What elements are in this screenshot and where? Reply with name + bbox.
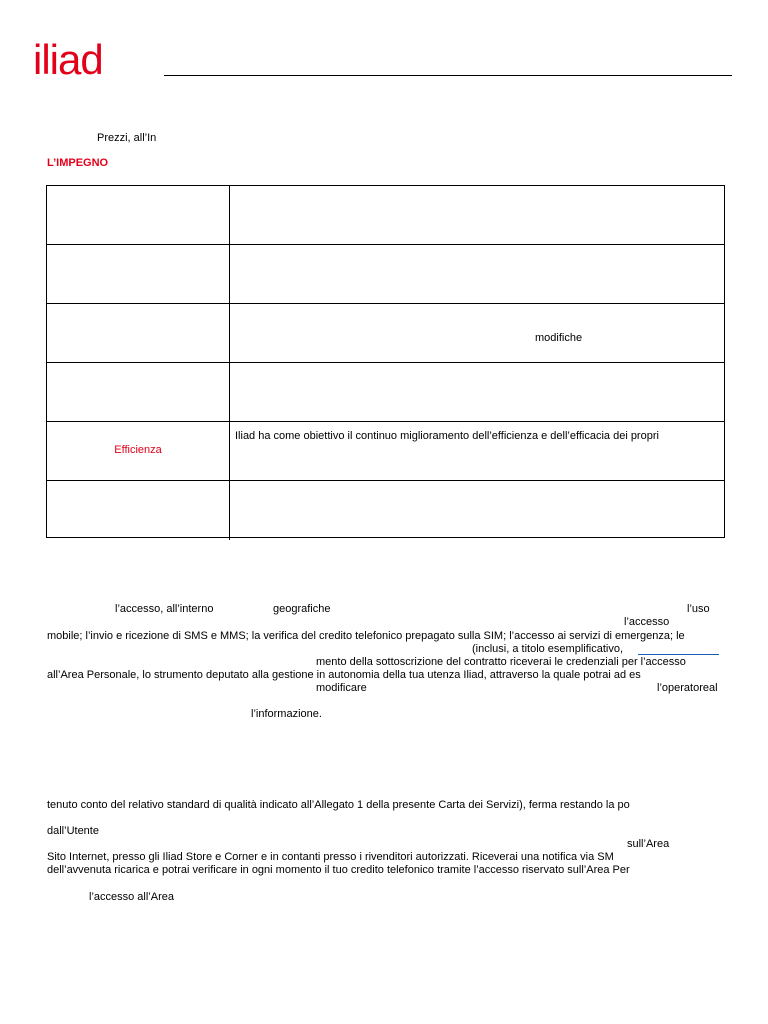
blank-link-underline[interactable] [638,654,719,655]
table-row [47,245,724,304]
row-text: Iliad ha come obiettivo il continuo miglioramento dell’efficienza e dell’efficacia dei propri [235,430,659,442]
section-title: L’IMPEGNO [47,157,109,169]
commitment-table [46,185,725,538]
prices-text: Prezzi, all’In [97,132,157,144]
row-text: modifiche [535,332,583,344]
body-line: mobile; l’invio e ricezione di SMS e MMS; la verifica del credito telefonico prepagato sulla SIM; l’accesso ai servizi di emergenza; le [47,630,685,642]
body-line: mento della sottoscrizione del contratto riceverai le credenziali per l’accesso [316,656,686,668]
body-fragment: sull’Area [627,838,670,850]
table-row [47,481,724,540]
table-row [47,186,724,245]
table-row [47,304,724,363]
body-fragment: l’operatoreal [657,682,718,694]
body-fragment: l’informazione. [251,708,322,720]
body-fragment: l’accesso all’Area [89,891,174,903]
body-line: Sito Internet, presso gli Iliad Store e Corner e in contanti presso i rivenditori autorizzati. Riceverai una notifica via SM [47,851,614,863]
body-line: dell’avvenuta ricarica e potrai verificare in ogni momento il tuo credito telefonico tramite l’accesso riservato sull’Area Per [47,864,630,876]
body-fragment: modificare [316,682,367,694]
body-fragment: l’accesso, all’interno [115,603,214,615]
logo-text: iliad [33,38,103,80]
body-fragment: l’accesso [624,616,670,628]
body-fragment: dall’Utente [47,825,99,837]
header-divider [164,75,732,76]
body-fragment: (inclusi, a titolo esemplificativo, [472,643,624,655]
iliad-logo [33,38,128,80]
body-fragment: l’uso [687,603,710,615]
body-line: all’Area Personale, lo strumento deputato alla gestione in autonomia della tua utenza Iliad, attraverso la quale potrai ad es [47,669,641,681]
body-fragment: geografiche [273,603,331,615]
table-row [47,363,724,422]
body-line: tenuto conto del relativo standard di qualità indicato all’Allegato 1 della presente Carta dei Servizi), ferma restando la po [47,799,630,811]
table-row [47,422,724,481]
row-label: Efficienza [114,444,162,456]
